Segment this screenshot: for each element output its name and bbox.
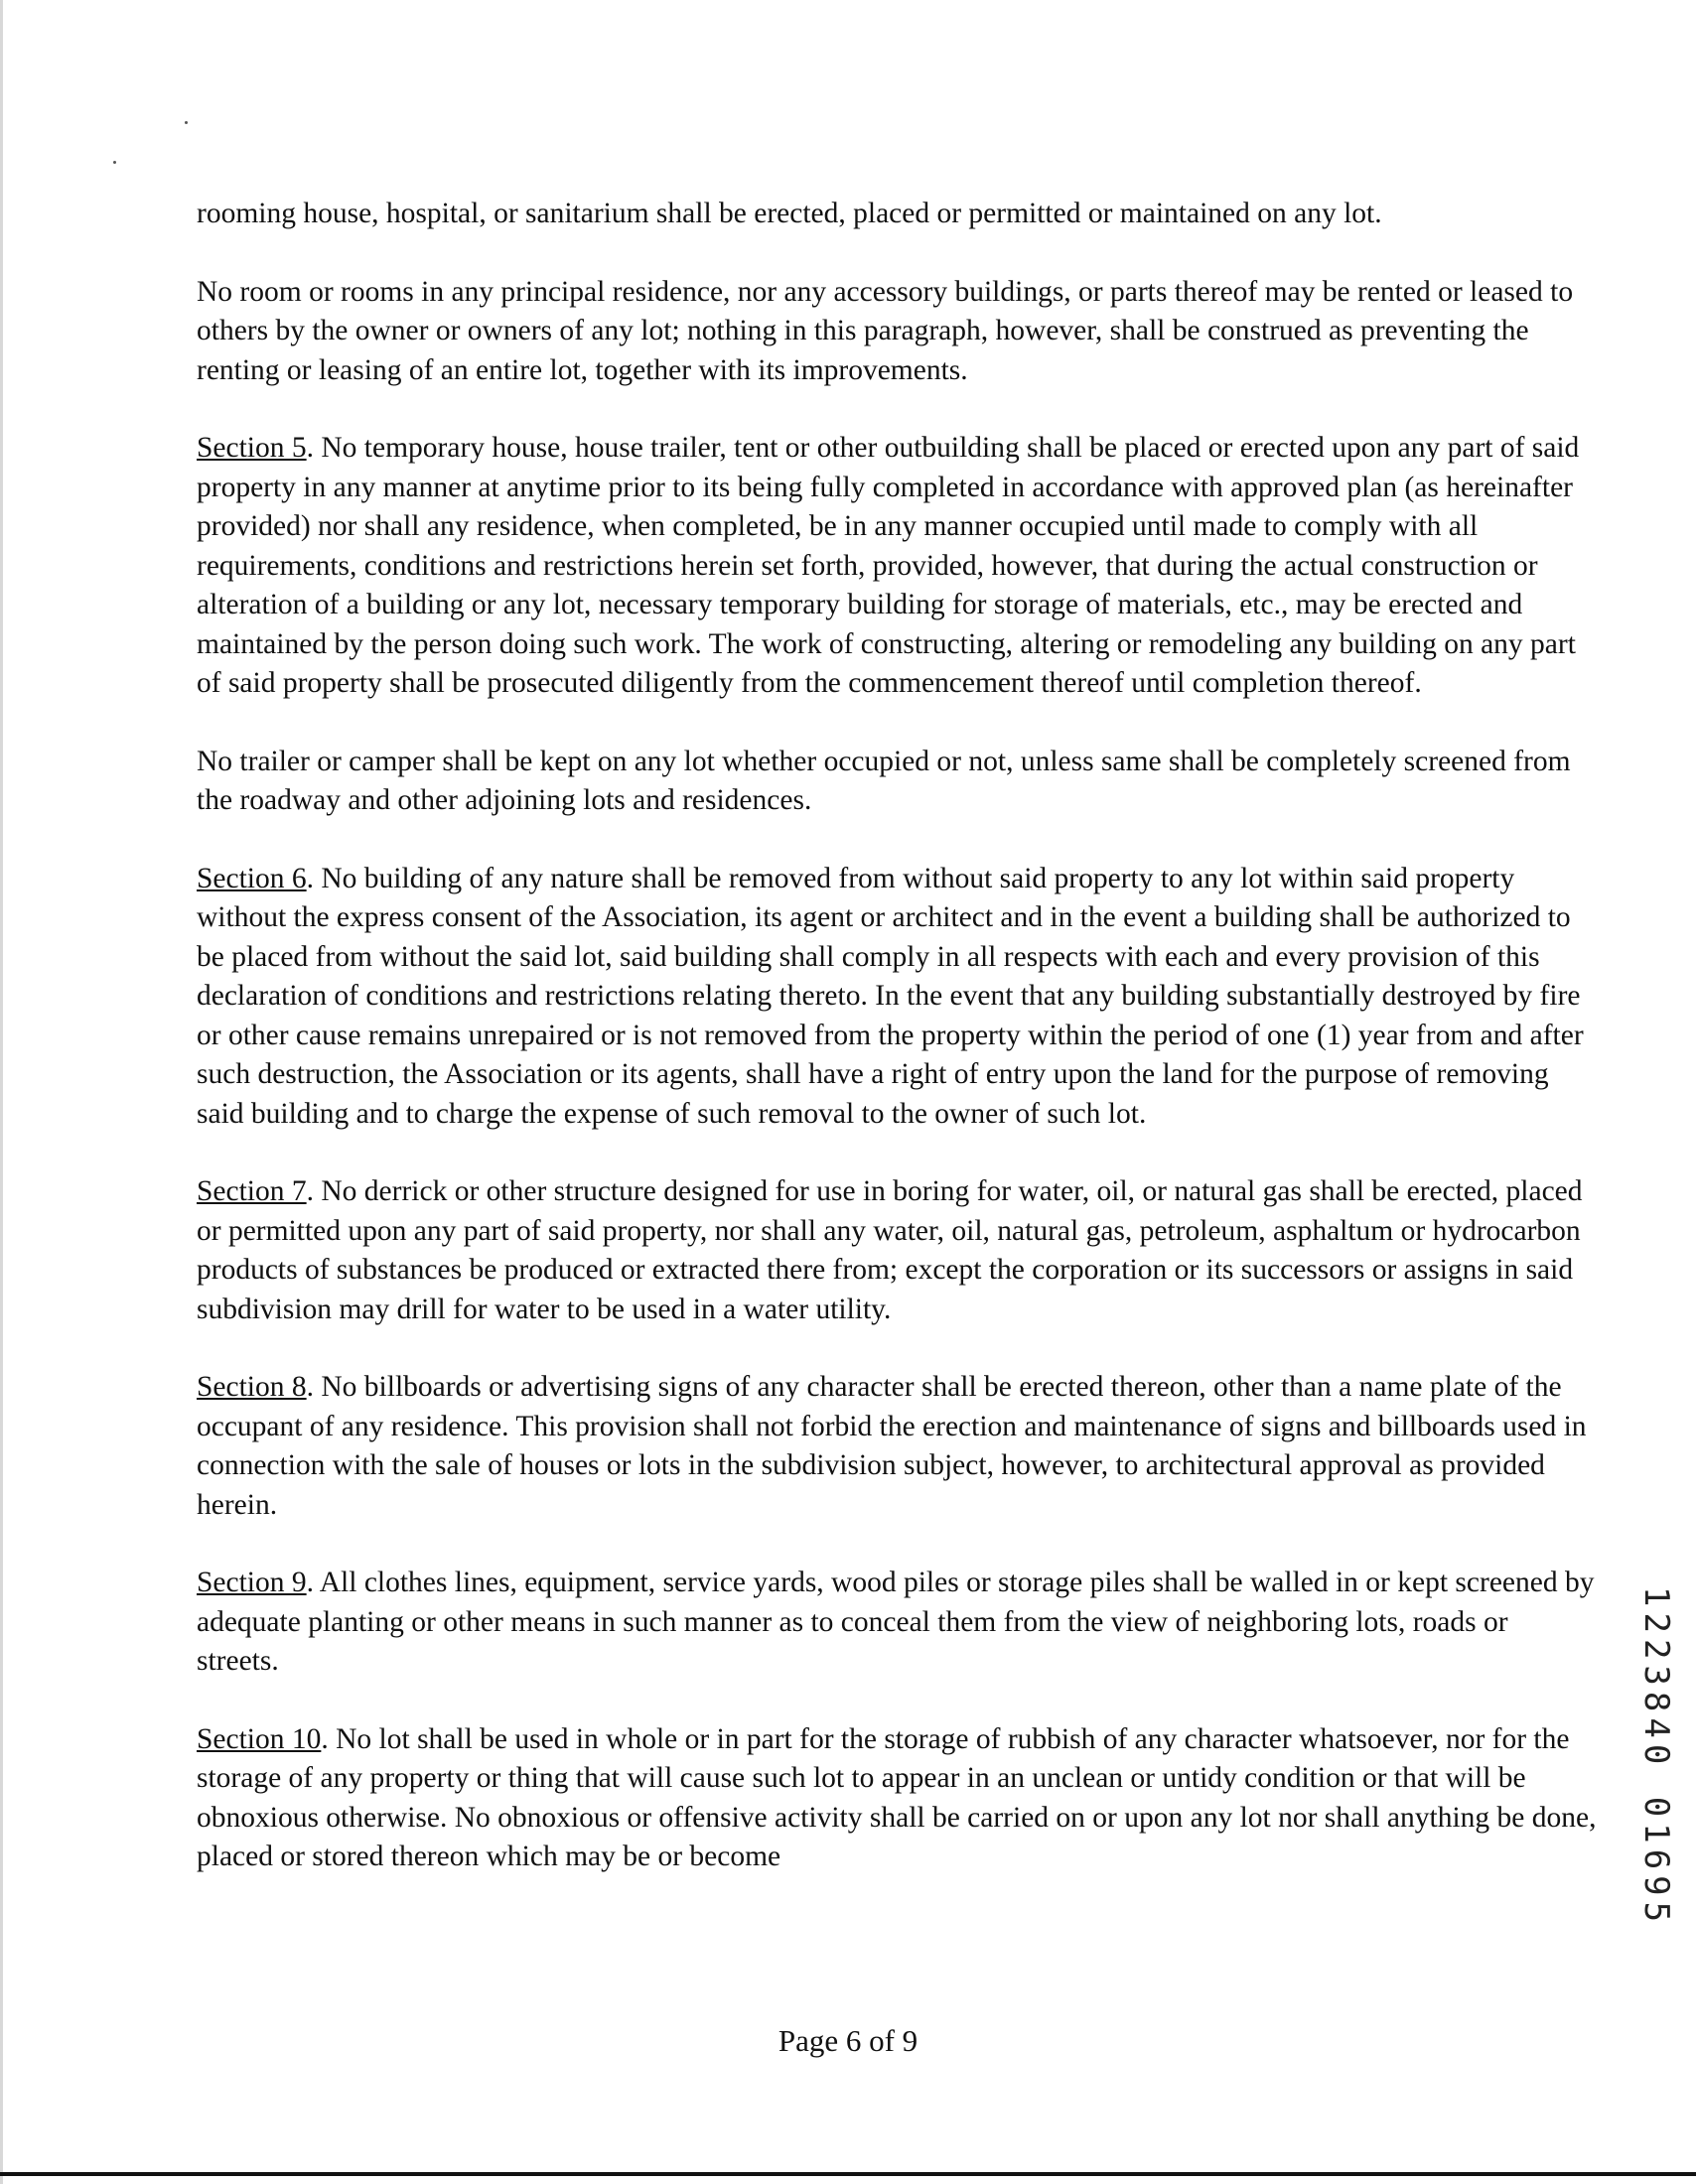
paragraph-text: No room or rooms in any principal residence, nor any accessory buildings, or parts thereof may be rented or leased to others by the owner or owners of any lot; nothing in this paragraph, however, shall be construed as preventing the renting or leasing of an entire lot, together with its improvements.: [197, 275, 1574, 386]
scan-edge: [0, 0, 3, 2184]
paragraph-text: . No billboards or advertising signs of any character shall be erected thereon, other than a name plate of the occupant of any residence. This provision shall not forbid the erection and maintenance of signs and billboards used in connection with the sale of houses or lots in the subdivision subject, however, to architectural approval as provided herein.: [197, 1371, 1587, 1521]
paragraph-section-8: [197, 1368, 1597, 1525]
paragraph-text: . All clothes lines, equipment, service yards, wood piles or storage piles shall be walled in or kept screened by adequate planting or other means in such manner as to conceal them from the view of neighboring lots, roads or streets.: [197, 1567, 1595, 1677]
section-heading: Section 8: [197, 1371, 307, 1403]
paragraph-continuation: [197, 195, 1597, 234]
section-heading: Section 9: [197, 1567, 307, 1598]
page-number: Page 6 of 9: [777, 2023, 919, 2058]
paragraph-trailer: [197, 743, 1597, 821]
paragraph-section-5: [197, 429, 1597, 704]
paragraph-text: . No lot shall be used in whole or in part for the storage of rubbish of any character whatsoever, nor for the storage of any property or thing that will cause such lot to appear in an unclean or untidy condition or that will be obnoxious otherwise. No obnoxious or offensive activity shall be carried on or upon any lot nor shall anything be done, placed or stored thereon which may be or become: [197, 1722, 1597, 1872]
section-heading: Section 10: [197, 1722, 322, 1755]
recording-stamp: 1223840 01695: [1636, 1586, 1676, 1929]
paragraph-section-6: [197, 860, 1597, 1135]
section-heading: Section 7: [197, 1175, 307, 1207]
paragraph-text: . No temporary house, house trailer, tent or other outbuilding shall be placed or erected upon any part of said property in any manner at anytime prior to its being fully completed in accordance with approved plan (as hereinafter provided) nor shall any residence, when completed, be in any manner occupied until made to comply with all requirements, conditions and restrictions herein set forth, provided, however, that during the actual construction or alteration of a building or any lot, necessary temporary building for storage of materials, etc., may be erected and maintained by the person doing such work. The work of constructing, altering or remodeling any building on any part of said property shall be prosecuted diligently from the commencement thereof until completion thereof.: [197, 432, 1580, 699]
paragraph-section-7: [197, 1172, 1597, 1329]
paragraph-text: . No building of any nature shall be removed from without said property to any lot within said property without the express consent of the Association, its agent or architect and in the event a building shall be authorized to be placed from without the said lot, said building shall comply in all respects with each and every provision of this declaration of conditions and restrictions relating thereto. In the event that any building substantially destroyed by fire or other cause remains unrepaired or is not removed from the property within the period of one (1) year from and after such destruction, the Association or its agents, shall have a right of entry upon the land for the purpose of removing said building and to charge the expense of such removal to the owner of such lot.: [197, 862, 1584, 1130]
paragraph-text: rooming house, hospital, or sanitarium shall be erected, placed or permitted or maintained on any lot.: [197, 198, 1382, 229]
scan-speck: [185, 121, 188, 124]
paragraph-room-rental: [197, 273, 1597, 391]
scan-bottom-edge: [0, 2172, 1696, 2176]
paragraph-section-10: [197, 1720, 1597, 1877]
document-body: [197, 195, 1597, 1916]
paragraph-section-9: [197, 1564, 1597, 1682]
paragraph-text: No trailer or camper shall be kept on any lot whether occupied or not, unless same shall be completely screened from the roadway and other adjoining lots and residences.: [197, 745, 1571, 816]
scan-speck: [113, 161, 116, 164]
section-heading: Section 5: [197, 432, 307, 464]
section-heading: Section 6: [197, 862, 307, 894]
paragraph-text: . No derrick or other structure designed for use in boring for water, oil, or natural gas shall be erected, placed or permitted upon any part of said property, nor shall any water, oil, natural gas, petroleum, asphaltum or hydrocarbon products of substances be produced or extracted there from; except the corporation or its successors or assigns in said subdivision may drill for water to be used in a water utility.: [197, 1175, 1583, 1325]
